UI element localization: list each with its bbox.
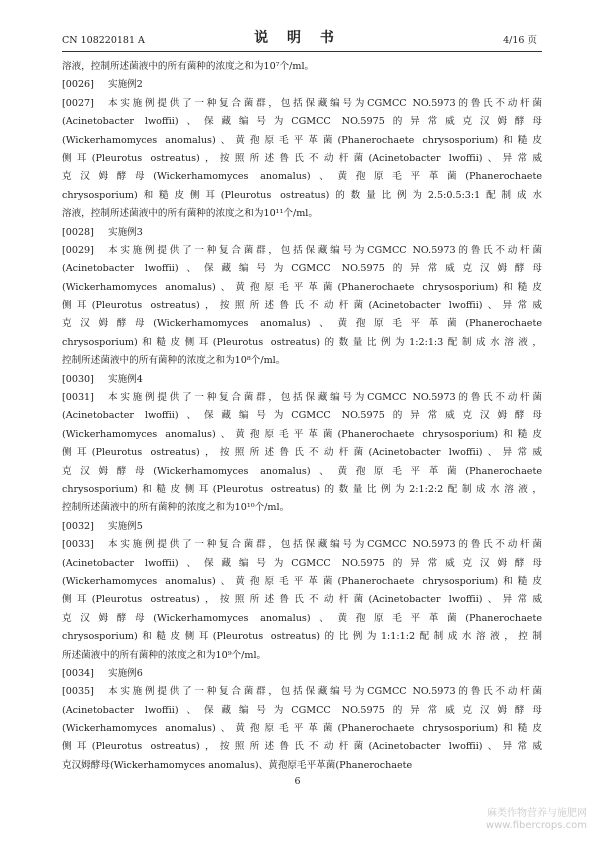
paragraph-text-line: 克汉姆酵母(Wickerhamomyces anomalus)、黄孢原毛平革菌(Phanerochaete (62, 612, 542, 624)
paragraph-number: [0032] (62, 520, 94, 532)
paragraph-text-line: (Wickerhamomyces anomalus)、黄孢原毛平革菌(Phanerochaete chrysosporium)和糙皮 (62, 428, 542, 440)
paragraph-number: [0029] (62, 244, 94, 256)
paragraph-text-line: 克汉姆酵母(Wickerhamomyces anomalus)、黄孢原毛平革菌(Phanerochaete (62, 759, 413, 771)
paragraph-first-line (62, 95, 542, 113)
paragraph-text-line: 溶液，控制所述菌液中的所有菌种的浓度之和为10¹¹个/ml。 (62, 208, 318, 220)
paragraph-text-line: 本实施例提供了一种复合菌群，包括保藏编号为CGMCC NO.5973的鲁氏不动杆菌 (108, 686, 542, 698)
paragraph-0029 (62, 242, 542, 371)
watermark (486, 808, 587, 832)
paragraph-first-line (62, 665, 542, 683)
paragraph-text-line: 本实施例提供了一种复合菌群，包括保藏编号为CGMCC NO.5973的鲁氏不动杆菌 (108, 539, 542, 551)
paragraph-text-line: 实施例4 (108, 373, 143, 385)
paragraph-0030 (62, 371, 542, 389)
watermark-title: 麻类作物营养与施肥网 (487, 808, 587, 819)
paragraph-text-line: 侧耳(Pleurotus ostreatus)，按照所述鲁氏不动杆菌(Acinetobacter lwoffii)、异常威 (62, 300, 542, 312)
paragraph-number: [0035] (62, 686, 94, 698)
page-indicator: 4/16 页 (503, 35, 537, 46)
paragraph-text-line: (Acinetobacter lwoffii)、保藏编号为CGMCC NO.5975的异常威克汉姆酵母 (62, 263, 542, 275)
document-title: 说 明 书 (254, 30, 341, 46)
paragraph-text-line: 控制所述菌液中的所有菌种的浓度之和为10¹⁰个/ml。 (62, 502, 290, 514)
paragraph-text-line: 控制所述菌液中的所有菌种的浓度之和为10⁸个/ml。 (62, 355, 286, 367)
paragraph-0026 (62, 76, 542, 94)
paragraph-0033 (62, 536, 542, 665)
paragraph-number: [0028] (62, 226, 94, 238)
paragraph-0032 (62, 518, 542, 536)
paragraph-text-line: (Acinetobacter lwoffii)、保藏编号为CGMCC NO.5975的异常威克汉姆酵母 (62, 116, 542, 128)
paragraph-text-line: (Wickerhamomyces anomalus)、黄孢原毛平革菌(Phanerochaete chrysosporium)和糙皮 (62, 575, 542, 587)
paragraph-0031 (62, 389, 542, 518)
paragraph-0028 (62, 224, 542, 242)
paragraph-first-line (62, 76, 542, 94)
patent-number: CN 108220181 A (62, 35, 145, 46)
paragraph-text-line: (Wickerhamomyces anomalus)、黄孢原毛平革菌(Phanerochaete chrysosporium)和糙皮 (62, 134, 542, 146)
paragraph-0035 (62, 683, 542, 775)
paragraph-first-line (62, 536, 542, 554)
paragraph-number: [0031] (62, 392, 94, 404)
paragraph-text-line: 实施例3 (108, 226, 143, 238)
paragraph-number: [0026] (62, 79, 94, 91)
paragraph-number: [0034] (62, 667, 94, 679)
paragraph-text-line: chrysosporium)和糙皮侧耳(Pleurotus ostreatus)的数量比例为2:1:2:2配制成水溶液， (62, 483, 542, 495)
paragraph-text-line: 侧耳(Pleurotus ostreatus)，按照所述鲁氏不动杆菌(Acinetobacter lwoffii)、异常威 (62, 447, 542, 459)
paragraph-text-line: 溶液，控制所述菌液中的所有菌种的浓度之和为10⁷个/ml。 (62, 61, 315, 72)
paragraph-text-line: 实施例2 (108, 79, 143, 91)
paragraph-text-line: 所述菌液中的所有菌种的浓度之和为10⁹个/ml。 (62, 649, 267, 661)
paragraph-text-line: 本实施例提供了一种复合菌群，包括保藏编号为CGMCC NO.5973的鲁氏不动杆菌 (108, 244, 542, 256)
paragraph-text-line: 克汉姆酵母(Wickerhamomyces anomalus)、黄孢原毛平革菌(Phanerochaete (62, 465, 542, 477)
paragraph-number: [0033] (62, 539, 94, 551)
paragraph-text-line: 实施例6 (108, 667, 143, 679)
paragraph-text-line: 克汉姆酵母(Wickerhamomyces anomalus)、黄孢原毛平革菌(Phanerochaete (62, 171, 542, 183)
paragraph-number: [0027] (62, 97, 94, 109)
document-body (62, 58, 542, 775)
paragraph-text-line: 侧耳(Pleurotus ostreatus)，按照所述鲁氏不动杆菌(Acinetobacter lwoffii)、异常威 (62, 152, 542, 164)
paragraph-text-line: (Acinetobacter lwoffii)、保藏编号为CGMCC NO.5975的异常威克汉姆酵母 (62, 557, 542, 569)
paragraph-first-line (62, 224, 542, 242)
paragraph-text-line: 本实施例提供了一种复合菌群，包括保藏编号为CGMCC NO.5973的鲁氏不动杆菌 (108, 97, 542, 109)
paragraph-continuation (62, 58, 542, 76)
paragraph-text-line: chrysosporium)和糙皮侧耳(Pleurotus ostreatus)的比例为1:1:1:2配制成水溶液，控制 (62, 631, 542, 643)
paragraph-text-line: (Acinetobacter lwoffii)、保藏编号为CGMCC NO.5975的异常威克汉姆酵母 (62, 410, 542, 422)
paragraph-first-line (62, 371, 542, 389)
paragraph-0034 (62, 665, 542, 683)
paragraph-text-line: 侧耳(Pleurotus ostreatus)，按照所述鲁氏不动杆菌(Acinetobacter lwoffii)、异常威 (62, 741, 542, 753)
paragraph-0027 (62, 95, 542, 224)
paragraph-text-line: chrysosporium)和糙皮侧耳(Pleurotus ostreatus)的数量比例为1:2:1:3配制成水溶液， (62, 336, 542, 348)
header-rule (62, 51, 542, 52)
paragraph-text-line: 侧耳(Pleurotus ostreatus)，按照所述鲁氏不动杆菌(Acinetobacter lwoffii)、异常威 (62, 594, 542, 606)
paragraph-text-line: 克汉姆酵母(Wickerhamomyces anomalus)、黄孢原毛平革菌(Phanerochaete (62, 318, 542, 330)
paragraph-first-line (62, 683, 542, 701)
paragraph-first-line (62, 389, 542, 407)
paragraph-text-line: 实施例5 (108, 520, 143, 532)
paragraph-text-line: chrysosporium)和糙皮侧耳(Pleurotus ostreatus)的数量比例为2.5:0.5:3:1配制成水 (62, 189, 542, 201)
page-number: 6 (294, 776, 301, 787)
watermark-url: www.fibercrops.com (485, 820, 587, 831)
paragraph-first-line (62, 242, 542, 260)
paragraph-text-line: (Acinetobacter lwoffii)、保藏编号为CGMCC NO.5975的异常威克汉姆酵母 (62, 704, 542, 716)
paragraph-text-line: (Wickerhamomyces anomalus)、黄孢原毛平革菌(Phanerochaete chrysosporium)和糙皮 (62, 723, 542, 735)
paragraph-number: [0030] (62, 373, 94, 385)
paragraph-first-line (62, 518, 542, 536)
paragraph-text-line: 本实施例提供了一种复合菌群，包括保藏编号为CGMCC NO.5973的鲁氏不动杆菌 (108, 392, 542, 404)
paragraph-text-line: (Wickerhamomyces anomalus)、黄孢原毛平革菌(Phanerochaete chrysosporium)和糙皮 (62, 281, 542, 293)
